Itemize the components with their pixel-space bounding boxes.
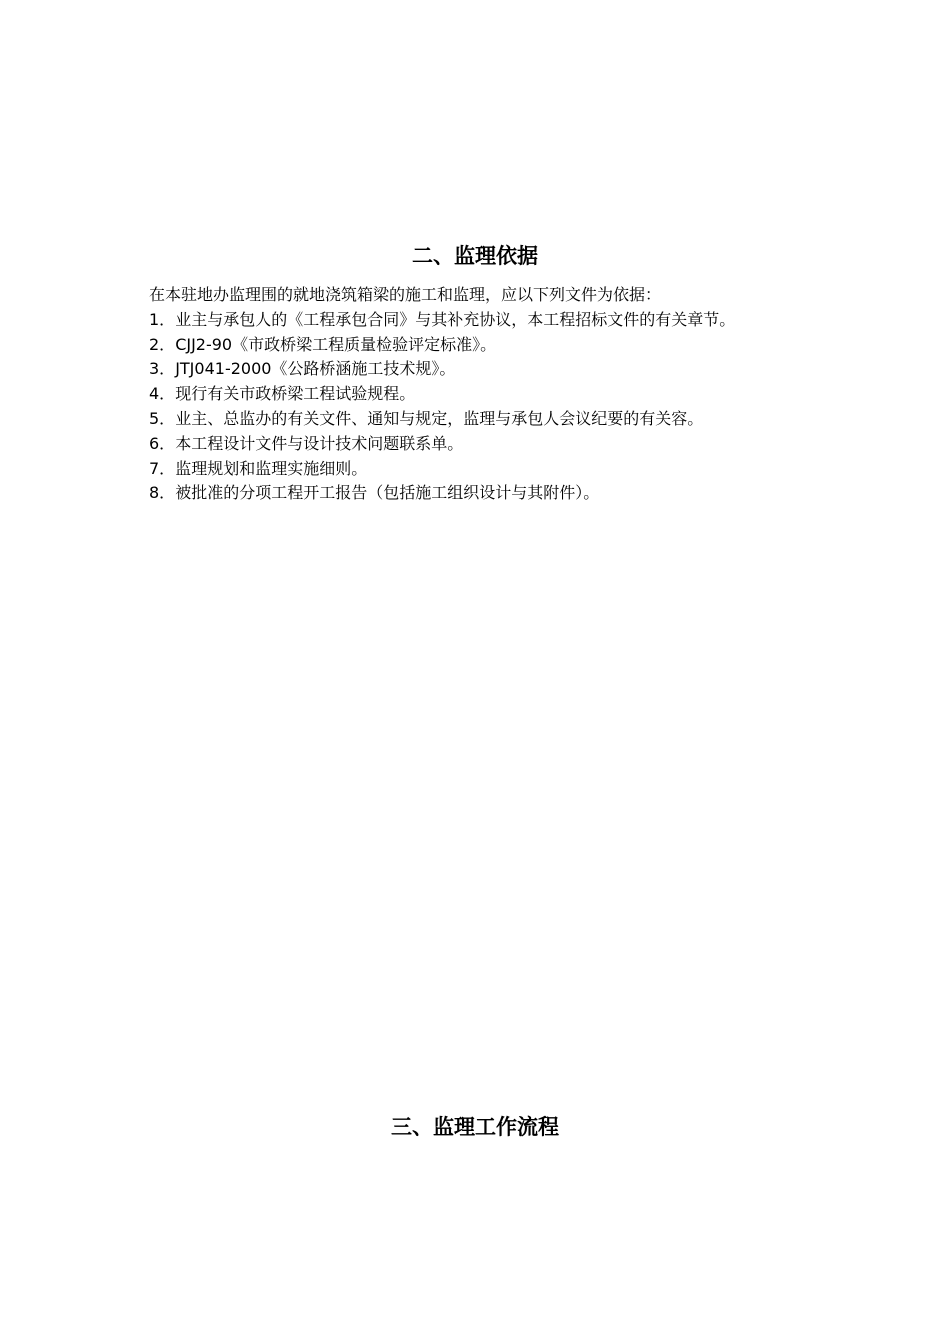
list-item: [149, 481, 849, 506]
list-item-text: 业主、总监办的有关文件、通知与规定，监理与承包人会议纪要的有关容。: [175, 408, 704, 428]
list-item-text: 本工程设计文件与设计技术问题联系单。: [175, 433, 464, 453]
list-item-text: JTJ041-2000《公路桥涵施工技术规》。: [175, 359, 456, 379]
list-item-number: 7．: [149, 458, 176, 478]
list-item-text: 业主与承包人的《工程承包合同》与其补充协议，本工程招标文件的有关章节。: [175, 309, 736, 329]
list-item: [149, 382, 849, 407]
basis-content: [149, 283, 849, 506]
list-item-number: 1．: [149, 309, 176, 329]
list-item: [149, 407, 849, 432]
list-item: [149, 333, 849, 358]
list-item-text: 被批准的分项工程开工报告（包括施工组织设计与其附件）。: [175, 483, 600, 503]
list-item: [149, 308, 849, 333]
list-item: [149, 432, 849, 457]
section-title-workflow: 三、监理工作流程: [391, 1115, 559, 1139]
basis-intro: 在本驻地办监理围的就地浇筑箱梁的施工和监理，应以下列文件为依据：: [149, 285, 662, 304]
list-item-number: 5．: [149, 408, 176, 428]
list-item-number: 4．: [149, 384, 176, 404]
list-item-number: 2．: [149, 334, 176, 354]
list-item-number: 6．: [149, 433, 176, 453]
list-item-text: 现行有关市政桥梁工程试验规程。: [175, 384, 416, 404]
list-item-text: 监理规划和监理实施细则。: [175, 458, 368, 478]
list-item-text: CJJ2-90《市政桥梁工程质量检验评定标准》。: [175, 334, 497, 354]
list-item: [149, 357, 849, 382]
list-item-number: 8．: [149, 483, 176, 503]
list-item-number: 3．: [149, 359, 176, 379]
section-title-basis: 二、监理依据: [412, 244, 538, 268]
list-item: [149, 457, 849, 482]
